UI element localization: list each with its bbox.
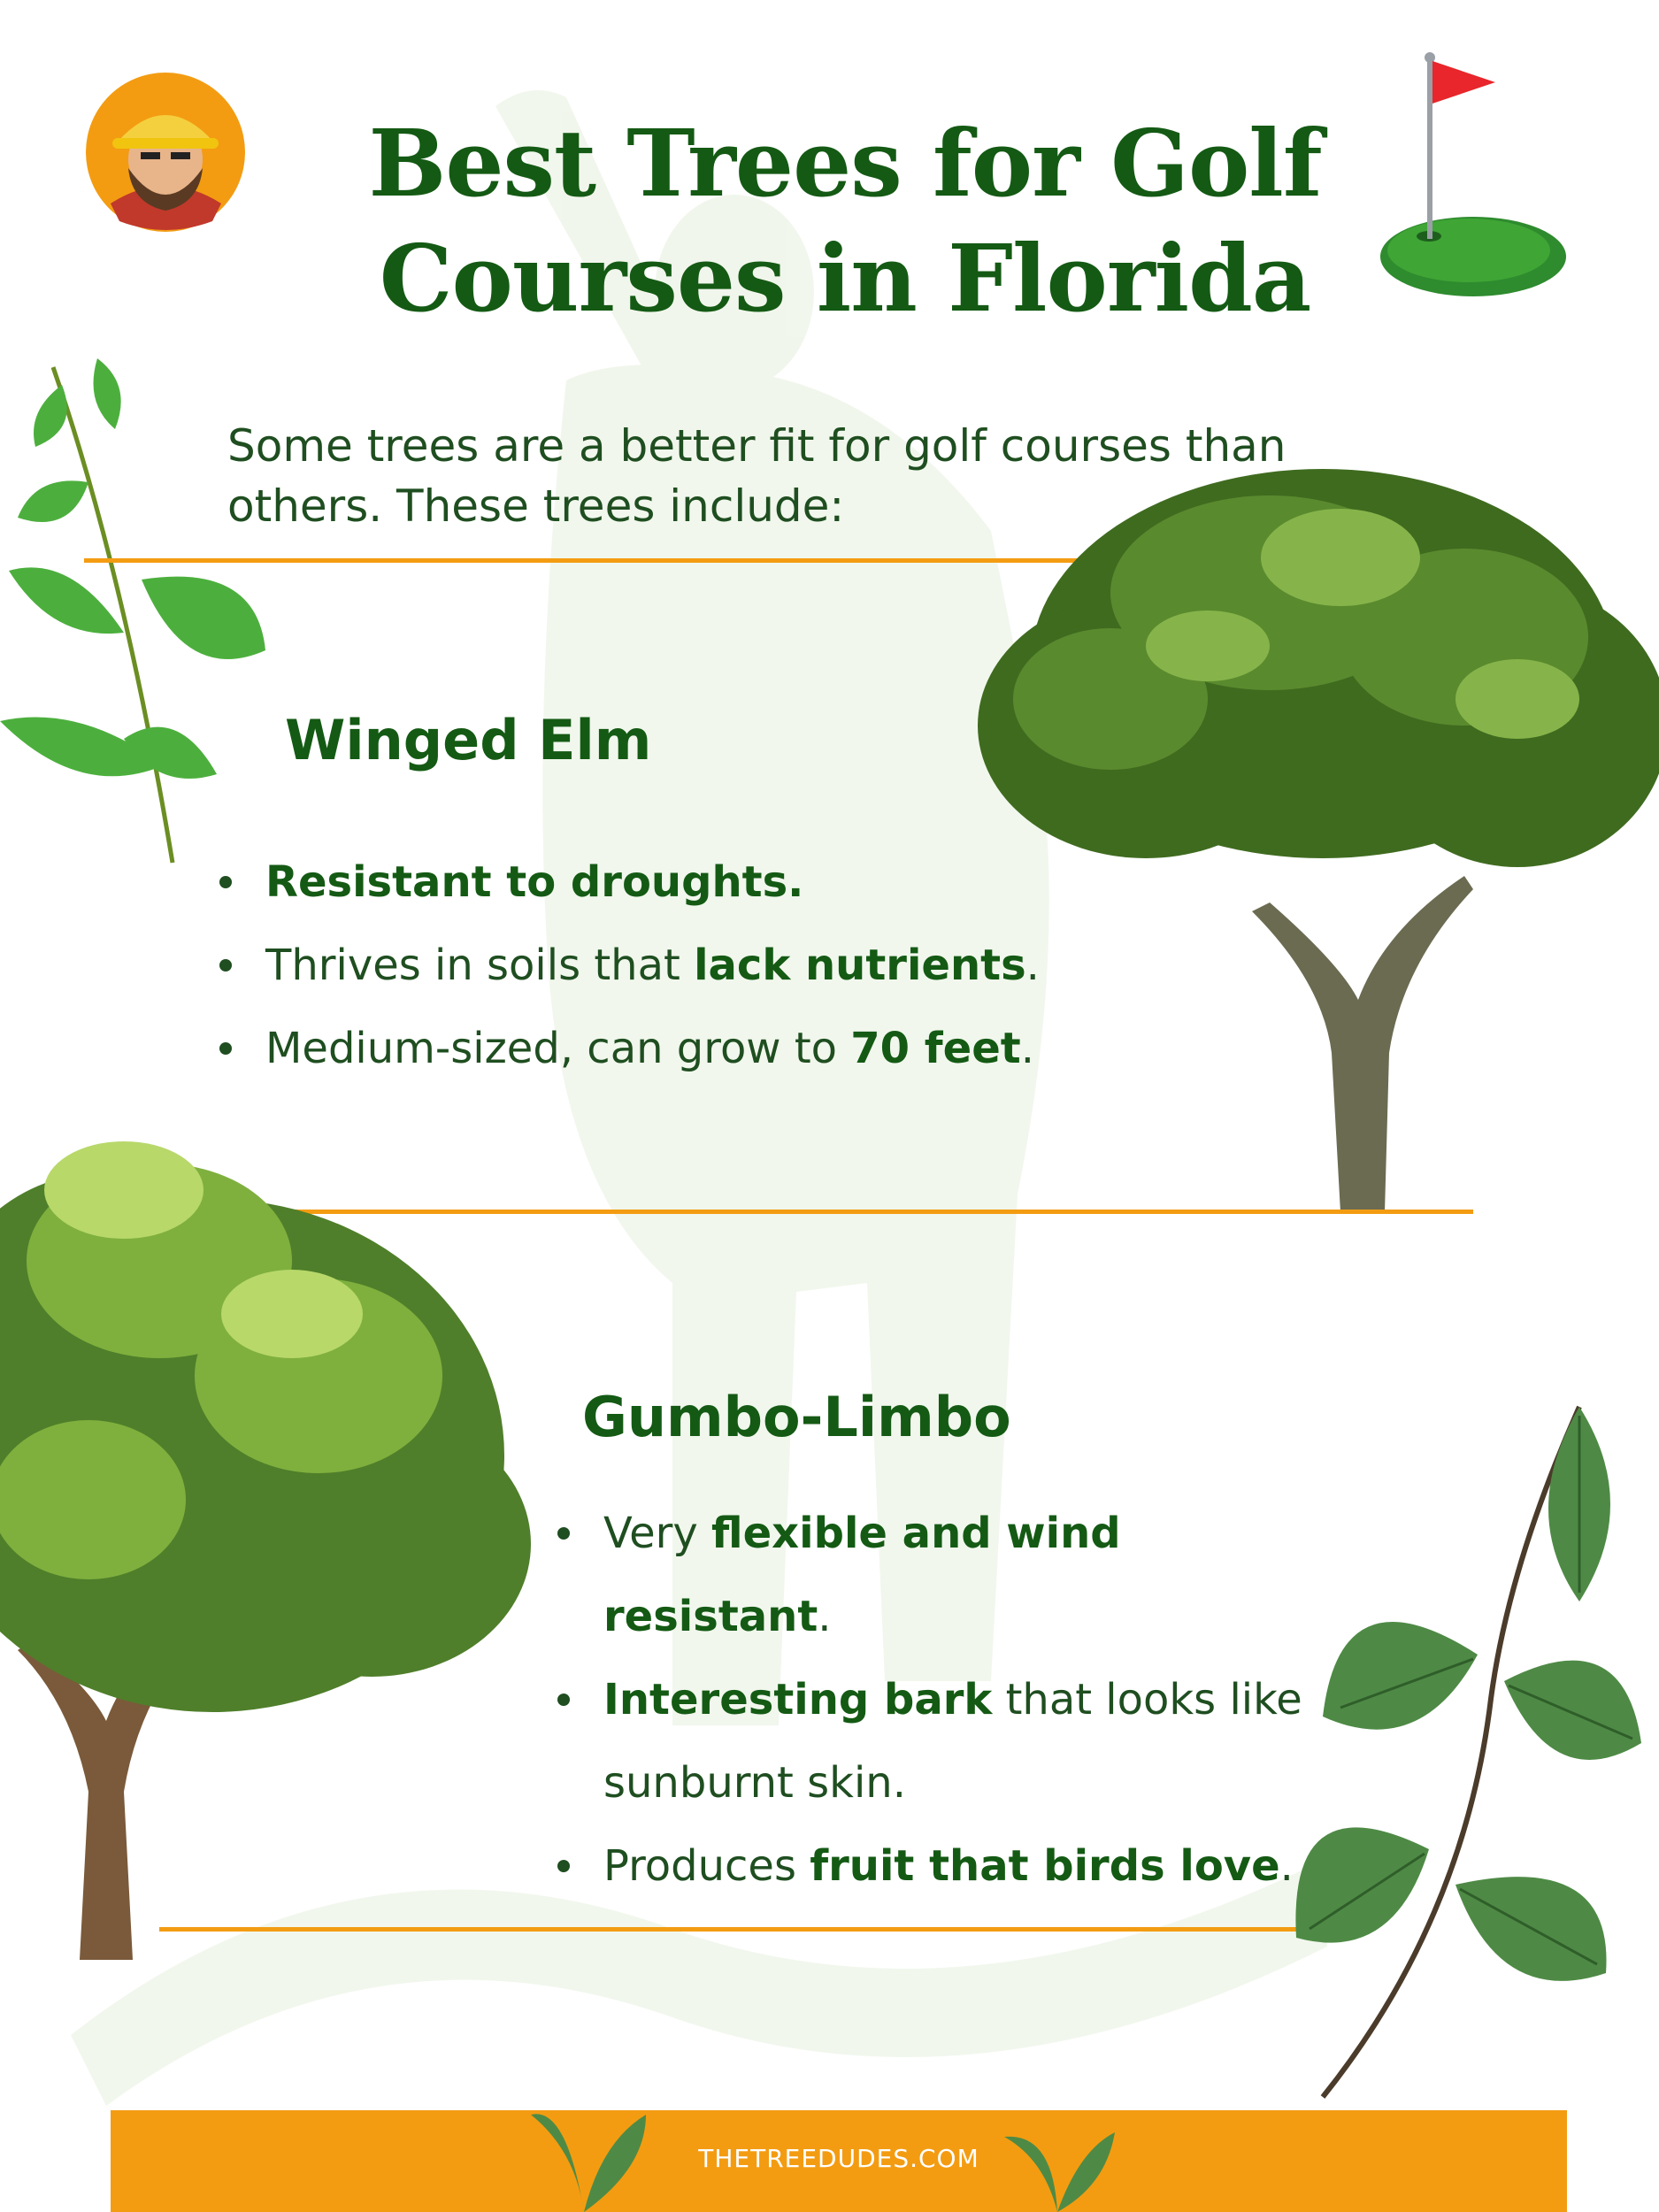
winged-elm-tree xyxy=(969,434,1659,1217)
footer-website: THETREEDUDES.COM xyxy=(698,2144,979,2173)
page-title xyxy=(301,106,1389,336)
section-heading-gumbo-limbo: Gumbo-Limbo xyxy=(582,1385,1011,1449)
winged-elm-list xyxy=(212,841,1097,1090)
list-item: Medium-sized, can grow to 70 feet. xyxy=(212,1007,1097,1090)
divider xyxy=(84,558,1102,563)
section-heading-winged-elm: Winged Elm xyxy=(285,708,652,772)
list-item: Produces fruit that birds love. xyxy=(550,1824,1356,1908)
leaves-icon xyxy=(1287,1389,1650,2106)
list-item: Interesting bark that looks like sunburnt skin. xyxy=(550,1658,1356,1824)
list-item: Thrives in soils that lack nutrients. xyxy=(212,924,1097,1007)
golf-flag-icon xyxy=(1376,49,1571,305)
footer-bar xyxy=(111,2110,1567,2212)
intro-line-1: Some trees are a better fit for golf courses than xyxy=(227,420,1286,472)
leaves-icon xyxy=(991,2106,1124,2212)
divider xyxy=(159,1927,1318,1932)
gumbo-limbo-tree xyxy=(0,1084,549,1969)
title-line-1: Best Trees for Golf xyxy=(368,109,1322,218)
list-item: Very flexible and wind resistant. xyxy=(550,1492,1356,1658)
mascot-logo xyxy=(84,71,248,234)
leaves-icon xyxy=(513,2088,655,2212)
list-item: Resistant to droughts. xyxy=(212,841,1097,924)
gumbo-limbo-list xyxy=(550,1492,1356,1908)
title-line-2: Courses in Florida xyxy=(379,224,1311,333)
intro-line-2: others. These trees include: xyxy=(227,480,845,532)
